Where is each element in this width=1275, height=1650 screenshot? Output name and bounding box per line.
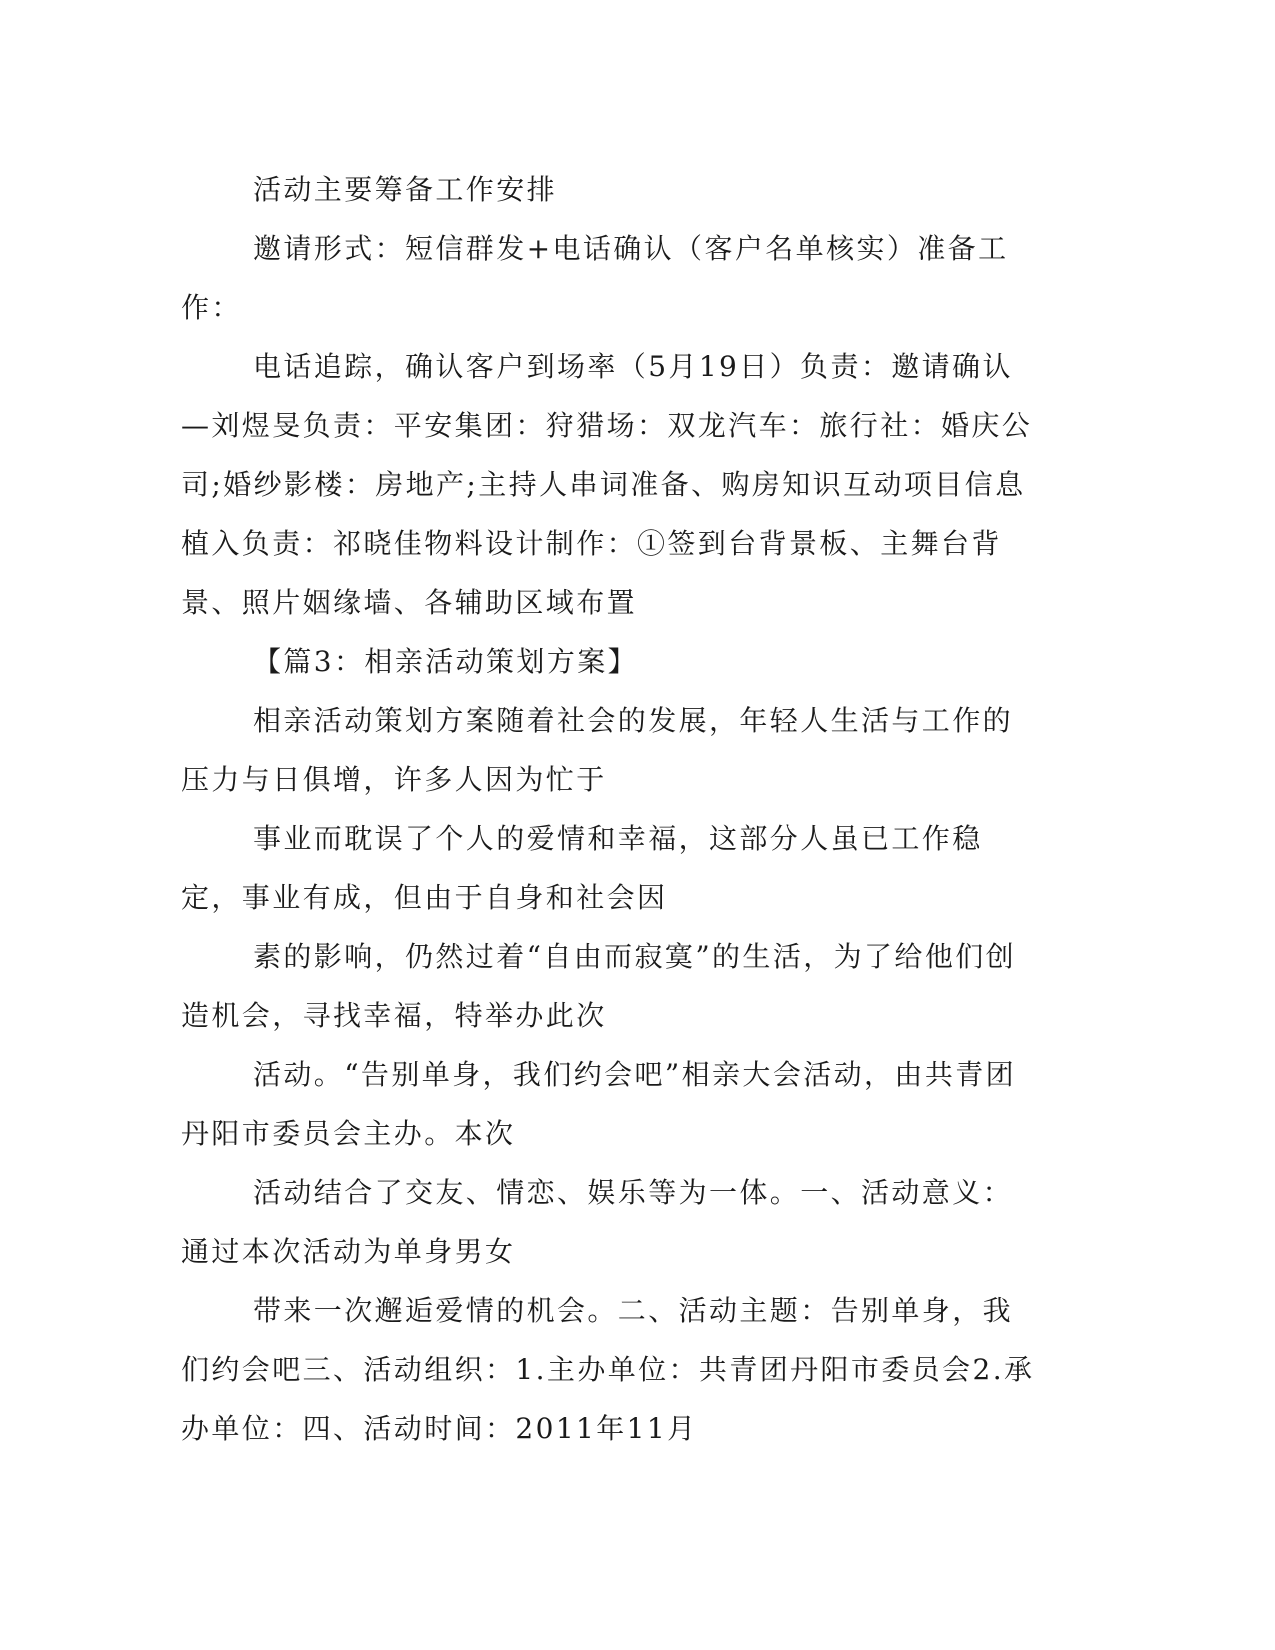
paragraph-intro-4: 活动。“告别单身，我们约会吧”相亲大会活动，由共青团丹阳市委员会主办。本次 — [181, 1058, 1017, 1150]
paragraph-intro-1: 相亲活动策划方案随着社会的发展，年轻人生活与工作的压力与日俱增，许多人因为忙于 — [181, 704, 1014, 796]
paragraph-title: 活动主要筹备工作安排 — [253, 173, 558, 206]
paragraph-intro-5: 活动结合了交友、情恋、娱乐等为一体。一、活动意义：通过本次活动为单身男女 — [181, 1176, 1014, 1268]
paragraph-intro-6: 带来一次邂逅爱情的机会。二、活动主题：告别单身，我们约会吧三、活动组织：1.主办单位：共青团丹阳市委员会2.承办单位：四、活动时间：2011年11月 — [181, 1294, 1035, 1445]
paragraph-invitation: 邀请形式：短信群发+电话确认（客户名单核实）准备工作： — [181, 232, 1009, 324]
paragraph-tracking: 电话追踪，确认客户到场率（5月19日）负责：邀请确认—刘煜旻负责：平安集团：狩猎场：双龙汽车：旅行社：婚庆公司;婚纱影楼：房地产;主持人串词准备、购房知识互动项目信息植入负责：祁晓佳物料设计制作：①签到台背景板、主舞台背景、照片姻缘墙、各辅助区域布置 — [181, 350, 1033, 619]
section-heading: 【篇3：相亲活动策划方案】 — [253, 645, 639, 678]
paragraph-intro-3: 素的影响，仍然过着“自由而寂寞”的生活，为了给他们创造机会，寻找幸福，特举办此次 — [181, 940, 1017, 1032]
paragraph-intro-2: 事业而耽误了个人的爱情和幸福，这部分人虽已工作稳定，事业有成，但由于自身和社会因 — [181, 822, 983, 914]
document-body — [181, 160, 1041, 1458]
